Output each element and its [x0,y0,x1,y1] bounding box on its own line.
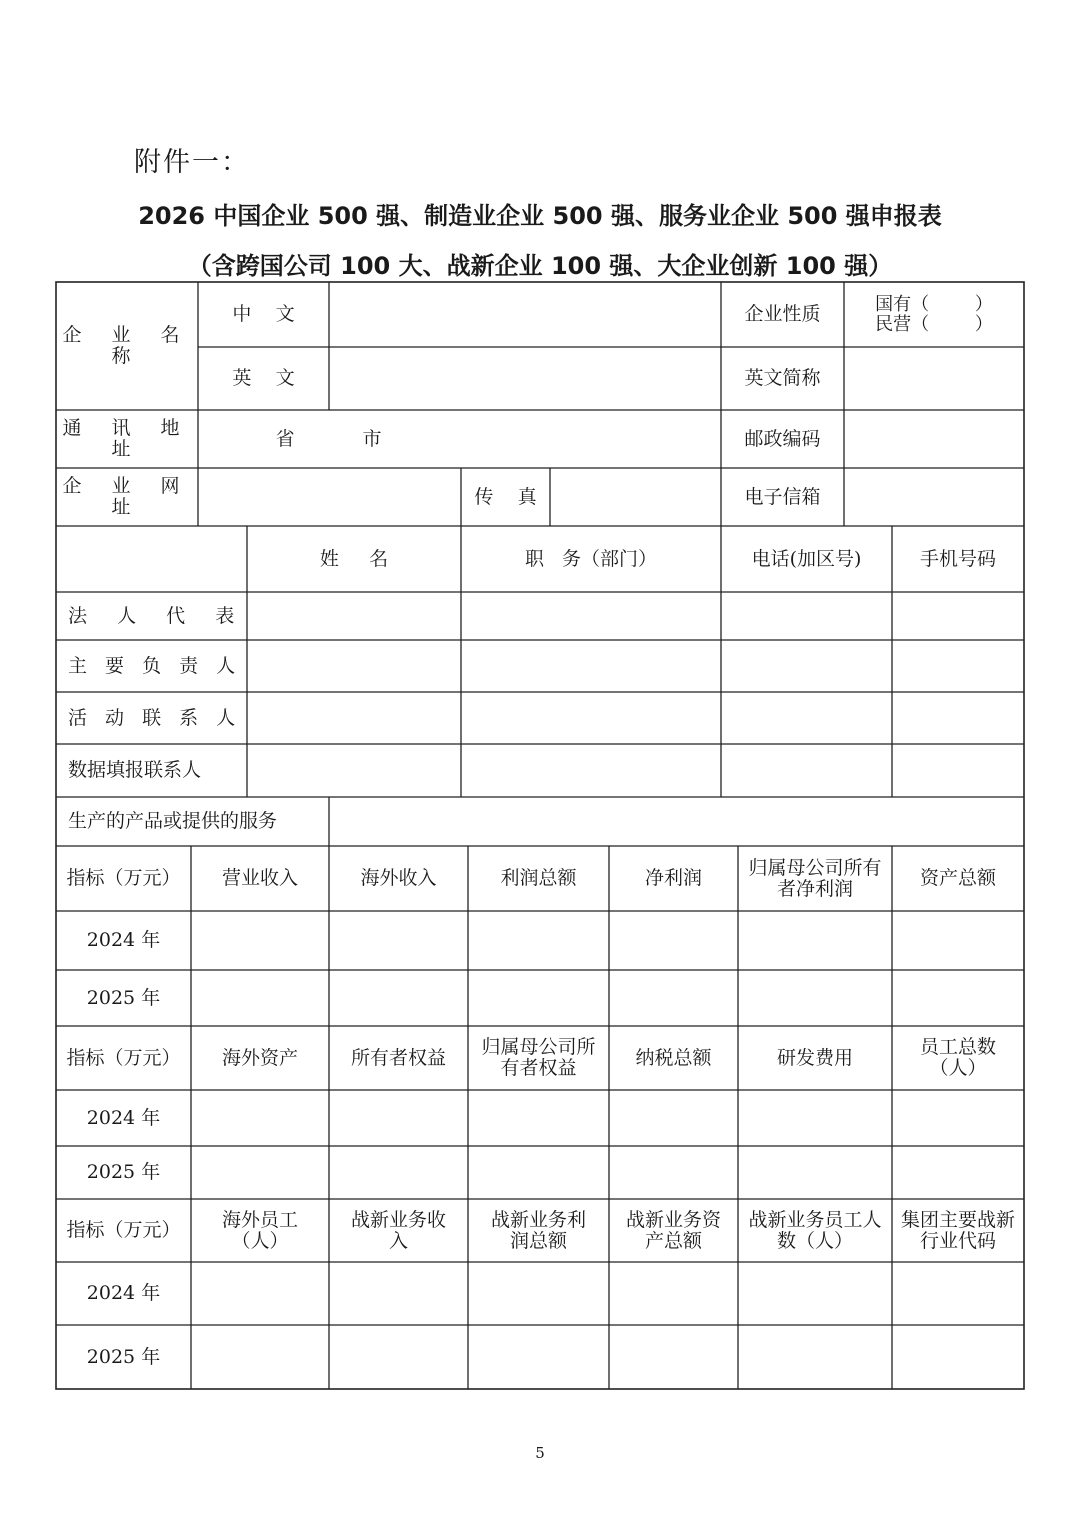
indicator-label: 指标（万元） [66,867,181,890]
english-abbr-label: 英文简称 [744,367,821,390]
column-header: 研发费用 [776,1046,853,1069]
chinese-name-label: 中 文 [232,303,295,326]
year-label: 2024 年 [86,1282,161,1305]
column-header: 战新业务利润总额 [490,1208,586,1252]
nature-state-owned-option[interactable]: 国有（ ） [875,293,993,315]
column-header: 营业收入 [221,867,298,890]
fax-field[interactable] [551,469,720,525]
column-header: 海外资产 [221,1046,298,1069]
english-name-label: 英 文 [232,367,295,390]
contact-row-data-contact: 数据填报联系人 [68,759,202,782]
company-nature-options[interactable] [844,282,1024,347]
column-header: 战新业务员工人数（人） [748,1208,882,1252]
company-name-label: 企 业 名 称 [62,324,192,367]
indicator-label: 指标（万元） [66,1046,181,1069]
column-header: 战新业务资产总额 [625,1208,721,1252]
contact-header-name: 姓 名 [319,547,389,570]
column-header: 员工总数（人） [919,1036,996,1079]
column-header: 海外员工（人） [221,1208,298,1252]
contact-row-activity-contact: 活 动 联 系 人 [68,706,242,729]
column-header: 净利润 [644,867,702,890]
attachment-label: 附件一： [134,147,250,178]
english-name-field[interactable] [330,348,720,409]
email-label: 电子信箱 [744,485,821,508]
year-label: 2024 年 [86,1106,161,1129]
nature-private-option[interactable]: 民营（ ） [875,313,993,335]
indicator-label: 指标（万元） [66,1219,181,1242]
postcode-label: 邮政编码 [744,427,821,450]
address-label: 通 讯 地 址 [62,417,192,460]
year-label: 2024 年 [86,929,161,952]
contact-row-principal: 主 要 负 责 人 [68,654,242,677]
email-field[interactable] [845,469,1023,525]
page-number: 5 [535,1444,545,1462]
contact-row-legal-rep: 法 人 代 表 [68,604,241,627]
fax-label: 传 真 [474,485,537,508]
form-subtitle: （含跨国公司 100 大、战新企业 100 强、大企业创新 100 强） [187,252,893,280]
chinese-name-field[interactable] [330,283,720,346]
products-label: 生产的产品或提供的服务 [68,810,278,833]
contact-header-phone: 电话(加区号) [751,547,862,570]
english-abbr-field[interactable] [845,348,1023,409]
province-label: 省 [275,427,295,450]
company-nature-label: 企业性质 [744,303,821,326]
form-title: 2026 中国企业 500 强、制造业企业 500 强、服务业企业 500 强申报表 [138,202,942,230]
column-header: 集团主要战新行业代码 [900,1208,1015,1252]
column-header: 归属母公司所有者权益 [481,1036,596,1079]
column-header: 归属母公司所有者净利润 [748,856,882,900]
column-header: 海外收入 [360,867,437,890]
year-label: 2025 年 [86,1161,161,1184]
column-header: 利润总额 [500,867,577,890]
website-field[interactable] [199,469,460,525]
products-field[interactable] [330,798,1023,845]
address-field[interactable] [199,411,720,467]
column-header: 纳税总额 [635,1046,712,1069]
column-header: 资产总额 [919,867,996,890]
year-label: 2025 年 [86,986,161,1009]
contact-header-mobile: 手机号码 [919,547,996,570]
year-label: 2025 年 [86,1345,161,1368]
postcode-field[interactable] [845,411,1023,467]
contact-header-position: 职 务（部门） [524,547,658,570]
column-header: 战新业务收入 [350,1208,446,1252]
city-label: 市 [362,427,382,450]
column-header: 所有者权益 [350,1046,446,1069]
website-label: 企 业 网 址 [62,475,192,518]
